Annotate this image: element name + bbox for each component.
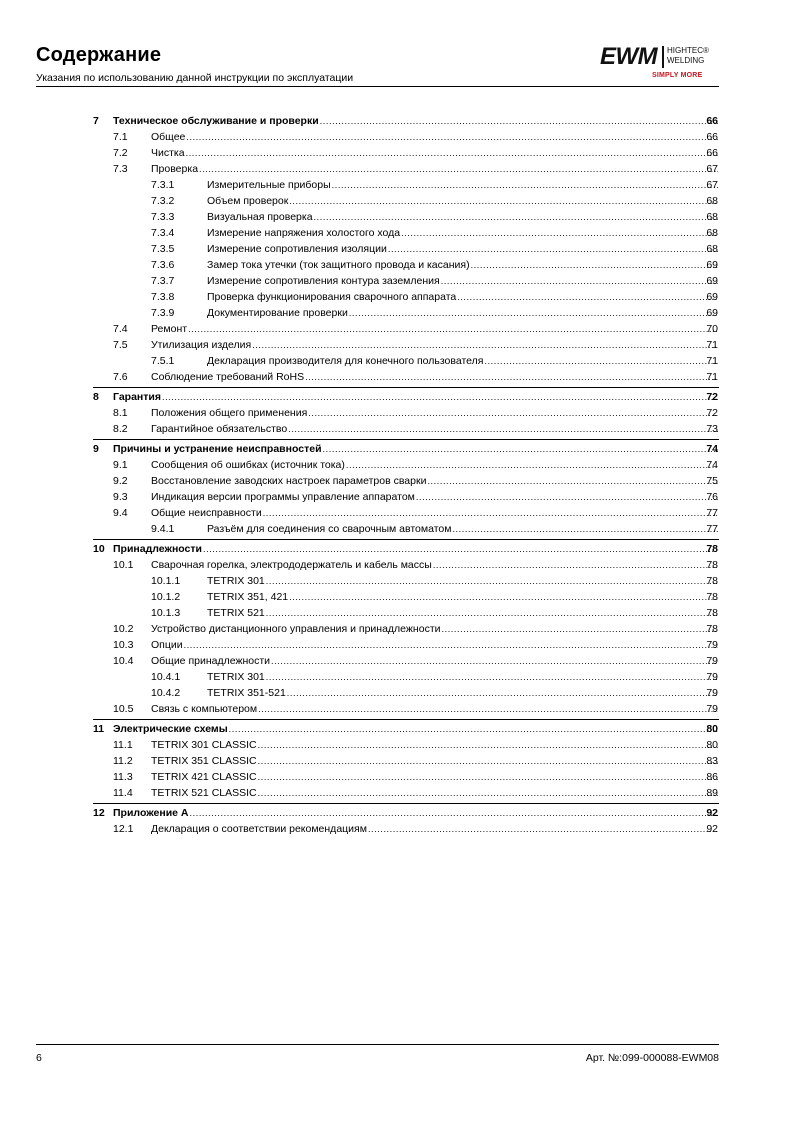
chapter-divider: [93, 539, 719, 540]
toc-entry-page: 86: [706, 771, 718, 783]
toc-entry[interactable]: [0, 573, 793, 589]
toc-entry-page: 73: [706, 423, 718, 435]
toc-dot-leader: [199, 161, 718, 177]
toc-dot-leader: [263, 505, 718, 521]
toc-entry-title: Замер тока утечки (ток защитного провода и касания): [207, 259, 470, 271]
toc-entry-title: Приложение A: [113, 807, 189, 819]
toc-entry[interactable]: [0, 753, 793, 769]
toc-entry-leader-group: [151, 769, 718, 785]
toc-entry-number: 10.1: [113, 559, 134, 571]
toc-entry-number: 7.3.2: [151, 195, 175, 207]
toc-entry[interactable]: [0, 257, 793, 273]
toc-entry-title: TETRIX 351, 421: [207, 591, 289, 603]
header-divider: [36, 86, 719, 87]
toc-entry-leader-group: [207, 573, 718, 589]
toc-entry-leader-group: [207, 257, 718, 273]
toc-entry-leader-group: [151, 753, 718, 769]
toc-dot-leader: [266, 669, 718, 685]
toc-entry-title: Связь с компьютером: [151, 703, 258, 715]
toc-dot-leader: [190, 805, 718, 821]
toc-entry-page: 80: [706, 723, 718, 735]
toc-entry-number: 7.6: [113, 371, 128, 383]
toc-entry-leader-group: [151, 737, 718, 753]
toc-entry-page: 68: [706, 195, 718, 207]
toc-entry-number: 12: [93, 807, 105, 819]
toc-entry-page: 75: [706, 475, 718, 487]
toc-dot-leader: [416, 489, 718, 505]
toc-entry-number: 10.1.3: [151, 607, 181, 619]
toc-entry-number: 7.4: [113, 323, 128, 335]
toc-entry-number: 11.3: [113, 771, 133, 783]
toc-entry-title: Декларация о соответствии рекомендациям: [151, 823, 367, 835]
toc-dot-leader: [184, 637, 718, 653]
toc-entry-title: Индикация версии программы управление аппаратом: [151, 491, 415, 503]
toc-dot-leader: [252, 337, 718, 353]
toc-entry-title: Проверка функционирования сварочного аппарата: [207, 291, 457, 303]
toc-entry-page: 92: [706, 823, 718, 835]
toc-entry-leader-group: [151, 653, 718, 669]
toc-entry-title: Сообщения об ошибках (источник тока): [151, 459, 345, 471]
toc-entry-number: 7.3.1: [151, 179, 175, 191]
toc-entry-number: 10.4.2: [151, 687, 181, 699]
toc-entry-number: 12.1: [113, 823, 134, 835]
toc-dot-leader: [203, 541, 718, 557]
toc-entry-page: 78: [706, 607, 718, 619]
toc-entry-title: Визуальная проверка: [207, 211, 313, 223]
toc-entry[interactable]: [0, 473, 793, 489]
toc-entry-page: 79: [706, 671, 718, 683]
toc-entry-page: 78: [706, 575, 718, 587]
toc-entry-page: 79: [706, 703, 718, 715]
toc-entry-page: 69: [706, 307, 718, 319]
footer-page-number: 6: [36, 1052, 42, 1064]
toc-entry-number: 7.3.8: [151, 291, 175, 303]
toc-entry-leader-group: [113, 441, 718, 457]
toc-entry-title: Измерение сопротивления изоляции: [207, 243, 387, 255]
toc-entry[interactable]: [0, 289, 793, 305]
toc-entry-leader-group: [151, 701, 718, 717]
toc-entry-leader-group: [207, 589, 718, 605]
toc-dot-leader: [266, 573, 718, 589]
toc-entry-number: 9.1: [113, 459, 128, 471]
toc-entry-number: 9: [93, 443, 99, 455]
toc-entry[interactable]: [0, 209, 793, 225]
toc-dot-leader: [368, 821, 718, 837]
toc-entry-leader-group: [151, 321, 718, 337]
toc-entry-page: 67: [706, 179, 718, 191]
toc-entry[interactable]: [0, 353, 793, 369]
toc-entry-title: Разъём для соединения со сварочным автоматом: [207, 523, 452, 535]
toc-dot-leader: [442, 621, 719, 637]
toc-entry[interactable]: [0, 161, 793, 177]
toc-entry-page: 68: [706, 243, 718, 255]
toc-entry-title: Чистка: [151, 147, 185, 159]
toc-entry-page: 89: [706, 787, 718, 799]
toc-entry[interactable]: [0, 489, 793, 505]
toc-entry-title: TETRIX 521 CLASSIC: [151, 787, 257, 799]
toc-dot-leader: [320, 113, 718, 129]
toc-entry-leader-group: [151, 457, 718, 473]
toc-entry-title: Проверка: [151, 163, 199, 175]
chapter-divider: [93, 719, 719, 720]
toc-entry-title: Общее: [151, 131, 186, 143]
toc-entry-leader-group: [113, 721, 718, 737]
toc-dot-leader: [289, 589, 718, 605]
toc-dot-leader: [288, 421, 718, 437]
toc-entry-title: Положения общего применения: [151, 407, 308, 419]
toc-entry-number: 7.5: [113, 339, 128, 351]
toc-entry-page: 79: [706, 655, 718, 667]
toc-entry-number: 7.3.5: [151, 243, 175, 255]
toc-entry-page: 69: [706, 275, 718, 287]
toc-entry[interactable]: [0, 701, 793, 717]
toc-entry-title: Опции: [151, 639, 183, 651]
toc-entry[interactable]: [0, 557, 793, 573]
chapter-divider: [93, 387, 719, 388]
toc-dot-leader: [349, 305, 718, 321]
toc-entry[interactable]: [0, 241, 793, 257]
toc-entry-page: 69: [706, 291, 718, 303]
toc-entry-title: Измерение напряжения холостого хода: [207, 227, 401, 239]
toc-entry-leader-group: [151, 421, 718, 437]
toc-entry-leader-group: [207, 241, 718, 257]
toc-entry[interactable]: [0, 541, 793, 557]
toc-dot-leader: [441, 273, 718, 289]
toc-dot-leader: [266, 605, 718, 621]
toc-entry-title: Документирование проверки: [207, 307, 348, 319]
toc-entry[interactable]: [0, 605, 793, 621]
page-title: Содержание: [36, 44, 162, 66]
toc-entry[interactable]: [0, 369, 793, 385]
toc-entry-title: Общие принадлежности: [151, 655, 271, 667]
toc-entry-leader-group: [151, 785, 718, 801]
toc-dot-leader: [258, 769, 718, 785]
toc-entry-title: Устройство дистанционного управления и принадлежности: [151, 623, 441, 635]
toc-entry-title: Соблюдение требований RoHS: [151, 371, 305, 383]
toc-entry-page: 66: [706, 131, 718, 143]
toc-entry-number: 10.3: [113, 639, 134, 651]
toc-entry-number: 9.4: [113, 507, 128, 519]
toc-entry-leader-group: [151, 637, 718, 653]
toc-entry-number: 11.4: [113, 787, 133, 799]
toc-entry-number: 7.1: [113, 131, 128, 143]
toc-entry[interactable]: [0, 669, 793, 685]
toc-entry-title: Сварочная горелка, электрододержатель и кабель массы: [151, 559, 432, 571]
toc-entry-page: 76: [706, 491, 718, 503]
toc-dot-leader: [258, 753, 718, 769]
toc-entry-number: 8.1: [113, 407, 128, 419]
toc-entry-title: TETRIX 351-521: [207, 687, 286, 699]
toc-entry-page: 70: [706, 323, 718, 335]
toc-entry-number: 7: [93, 115, 99, 127]
toc-entry-title: Утилизация изделия: [151, 339, 252, 351]
toc-entry-page: 69: [706, 259, 718, 271]
toc-entry-number: 10.1.1: [151, 575, 181, 587]
toc-entry-number: 10.4.1: [151, 671, 181, 683]
toc-entry-page: 80: [706, 739, 718, 751]
toc-dot-leader: [258, 701, 718, 717]
toc-entry-leader-group: [207, 289, 718, 305]
toc-entry-leader-group: [207, 209, 718, 225]
toc-entry[interactable]: [0, 405, 793, 421]
toc-entry[interactable]: [0, 457, 793, 473]
toc-entry-page: 71: [706, 339, 718, 351]
toc-entry[interactable]: [0, 421, 793, 437]
toc-entry-leader-group: [151, 557, 718, 573]
toc-entry-number: 8.2: [113, 423, 128, 435]
logo-slogan: SIMPLY MORE: [652, 72, 703, 79]
toc-entry-number: 11.2: [113, 755, 133, 767]
toc-entry-number: 7.3.9: [151, 307, 175, 319]
toc-entry[interactable]: [0, 305, 793, 321]
toc-entry[interactable]: [0, 177, 793, 193]
toc-dot-leader: [323, 441, 718, 457]
toc-dot-leader: [271, 653, 718, 669]
toc-entry-leader-group: [113, 805, 718, 821]
toc-entry-number: 7.5.1: [151, 355, 175, 367]
toc-entry[interactable]: [0, 721, 793, 737]
toc-entry-title: Измерительные приборы: [207, 179, 331, 191]
toc-entry-title: Техническое обслуживание и проверки: [113, 115, 319, 127]
toc-entry[interactable]: [0, 821, 793, 837]
toc-entry-leader-group: [207, 273, 718, 289]
toc-dot-leader: [427, 473, 718, 489]
toc-entry-title: TETRIX 421 CLASSIC: [151, 771, 257, 783]
toc-entry-page: 78: [706, 623, 718, 635]
toc-entry[interactable]: [0, 737, 793, 753]
toc-entry-number: 7.2: [113, 147, 128, 159]
toc-entry[interactable]: [0, 637, 793, 653]
toc-entry-number: 7.3: [113, 163, 128, 175]
toc-entry-number: 7.3.3: [151, 211, 175, 223]
toc-dot-leader: [401, 225, 718, 241]
toc-entry-number: 10.5: [113, 703, 134, 715]
toc-entry-leader-group: [151, 621, 718, 637]
toc-entry-number: 9.4.1: [151, 523, 175, 535]
toc-entry-leader-group: [207, 685, 718, 701]
toc-dot-leader: [229, 721, 718, 737]
toc-entry[interactable]: [0, 785, 793, 801]
toc-entry-leader-group: [151, 505, 718, 521]
toc-entry-title: Измерение сопротивления контура заземления: [207, 275, 440, 287]
toc-entry-leader-group: [151, 369, 718, 385]
toc-dot-leader: [346, 457, 718, 473]
toc-entry-leader-group: [151, 821, 718, 837]
toc-entry[interactable]: [0, 273, 793, 289]
toc-entry-leader-group: [151, 161, 718, 177]
toc-entry[interactable]: [0, 337, 793, 353]
ewm-logo: [596, 40, 720, 84]
toc-entry-number: 9.3: [113, 491, 128, 503]
toc-entry-leader-group: [207, 353, 718, 369]
toc-dot-leader: [308, 405, 718, 421]
toc-entry-leader-group: [151, 145, 718, 161]
toc-entry[interactable]: [0, 505, 793, 521]
toc-dot-leader: [188, 321, 718, 337]
toc-dot-leader: [433, 557, 718, 573]
toc-entry-page: 72: [706, 407, 718, 419]
toc-entry-number: 7.3.4: [151, 227, 175, 239]
toc-entry-page: 78: [706, 559, 718, 571]
footer-divider: [36, 1044, 719, 1045]
toc-entry-leader-group: [207, 669, 718, 685]
toc-dot-leader: [186, 129, 718, 145]
toc-entry-page: 68: [706, 227, 718, 239]
toc-entry-page: 71: [706, 371, 718, 383]
toc-entry-title: TETRIX 301 CLASSIC: [151, 739, 257, 751]
toc-entry[interactable]: [0, 193, 793, 209]
table-of-contents: [0, 113, 793, 837]
toc-entry-number: 7.3.7: [151, 275, 175, 287]
toc-entry-leader-group: [151, 473, 718, 489]
toc-entry-page: 92: [706, 807, 718, 819]
toc-entry-page: 78: [706, 591, 718, 603]
page-subtitle: Указания по использованию данной инструкции по эксплуатации: [36, 72, 354, 84]
toc-entry-page: 66: [706, 147, 718, 159]
toc-entry-page: 74: [706, 443, 718, 455]
toc-entry-title: TETRIX 521: [207, 607, 265, 619]
toc-entry-page: 68: [706, 211, 718, 223]
toc-entry-title: Общие неисправности: [151, 507, 262, 519]
toc-entry-title: Электрические схемы: [113, 723, 228, 735]
logo-brand: EWM: [600, 43, 658, 70]
toc-entry-number: 10.4: [113, 655, 134, 667]
toc-entry-leader-group: [113, 541, 718, 557]
toc-entry[interactable]: [0, 389, 793, 405]
toc-entry-page: 77: [706, 507, 718, 519]
toc-entry-number: 10.1.2: [151, 591, 181, 603]
logo-line-1: HIGHTEC®: [667, 46, 709, 55]
toc-dot-leader: [258, 785, 718, 801]
toc-entry-title: Принадлежности: [113, 543, 202, 555]
toc-dot-leader: [287, 685, 718, 701]
toc-entry-leader-group: [151, 337, 718, 353]
toc-entry[interactable]: [0, 653, 793, 669]
toc-entry-title: Гарантийное обязательство: [151, 423, 288, 435]
toc-entry-page: 79: [706, 687, 718, 699]
toc-entry-page: 72: [706, 391, 718, 403]
toc-entry-page: 79: [706, 639, 718, 651]
footer-article-number: Арт. №:099-000088-EWM08: [585, 1052, 719, 1064]
toc-entry[interactable]: [0, 129, 793, 145]
toc-entry-page: 66: [706, 115, 718, 127]
toc-entry-leader-group: [207, 177, 718, 193]
toc-entry-leader-group: [151, 129, 718, 145]
toc-entry[interactable]: [0, 441, 793, 457]
toc-entry-page: 67: [706, 163, 718, 175]
logo-divider: [662, 46, 664, 68]
toc-entry-number: 8: [93, 391, 99, 403]
toc-entry-page: 74: [706, 459, 718, 471]
toc-entry[interactable]: [0, 521, 793, 537]
toc-entry-number: 10: [93, 543, 105, 555]
toc-entry-leader-group: [151, 405, 718, 421]
toc-entry[interactable]: [0, 805, 793, 821]
toc-entry-leader-group: [207, 225, 718, 241]
toc-entry[interactable]: [0, 225, 793, 241]
toc-entry-number: 11.1: [113, 739, 133, 751]
toc-dot-leader: [314, 209, 718, 225]
toc-entry-page: 77: [706, 523, 718, 535]
toc-entry[interactable]: [0, 321, 793, 337]
toc-entry-leader-group: [207, 305, 718, 321]
toc-entry-leader-group: [207, 193, 718, 209]
toc-entry-title: Восстановление заводских настроек параметров сварки: [151, 475, 427, 487]
toc-entry-leader-group: [207, 605, 718, 621]
toc-entry-number: 7.3.6: [151, 259, 175, 271]
toc-entry-leader-group: [113, 389, 718, 405]
toc-entry-leader-group: [207, 521, 718, 537]
toc-entry-page: 78: [706, 543, 718, 555]
toc-entry-title: TETRIX 301: [207, 671, 265, 683]
toc-entry-title: Объем проверок: [207, 195, 289, 207]
toc-dot-leader: [305, 369, 718, 385]
toc-entry[interactable]: [0, 145, 793, 161]
toc-entry-title: Причины и устранение неисправностей: [113, 443, 322, 455]
toc-entry-number: 10.2: [113, 623, 134, 635]
toc-entry-title: Ремонт: [151, 323, 188, 335]
toc-entry[interactable]: [0, 621, 793, 637]
toc-dot-leader: [332, 177, 718, 193]
toc-entry-leader-group: [113, 113, 718, 129]
chapter-divider: [93, 803, 719, 804]
toc-entry[interactable]: [0, 685, 793, 701]
toc-entry[interactable]: [0, 589, 793, 605]
toc-dot-leader: [258, 737, 718, 753]
toc-entry-page: 83: [706, 755, 718, 767]
toc-entry-number: 9.2: [113, 475, 128, 487]
toc-entry-leader-group: [151, 489, 718, 505]
toc-entry-title: TETRIX 301: [207, 575, 265, 587]
toc-dot-leader: [186, 145, 718, 161]
toc-dot-leader: [289, 193, 718, 209]
toc-entry[interactable]: [0, 769, 793, 785]
toc-entry-title: TETRIX 351 CLASSIC: [151, 755, 257, 767]
toc-entry-title: Гарантия: [113, 391, 161, 403]
toc-entry-title: Декларация производителя для конечного пользователя: [207, 355, 484, 367]
toc-dot-leader: [162, 389, 718, 405]
toc-entry-number: 11: [93, 723, 105, 735]
toc-entry-page: 71: [706, 355, 718, 367]
logo-line-2: WELDING: [667, 56, 705, 65]
toc-entry[interactable]: [0, 113, 793, 129]
toc-dot-leader: [388, 241, 718, 257]
chapter-divider: [93, 439, 719, 440]
